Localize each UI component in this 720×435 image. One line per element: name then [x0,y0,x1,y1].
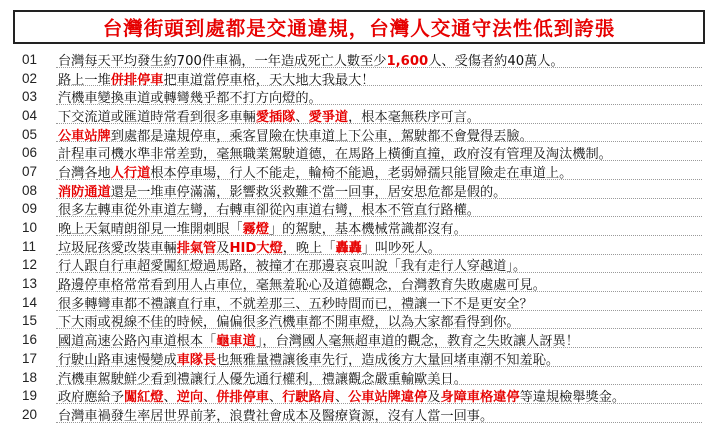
text-segment: 台灣每天平均發生約700件車禍，一年造成死亡人數至少 [58,53,387,69]
item-number: 17 [22,350,38,366]
item-number: 10 [22,220,38,236]
list-item [22,162,702,181]
text-segment: 把車道當停車格，天大地大我最大！ [163,72,375,88]
item-text [58,255,526,274]
text-segment: ，根本毫無秩序可言。 [348,109,480,125]
item-text [58,106,480,125]
highlighted-term: 行駛路肩 [282,390,335,406]
text-segment: 等違規檢舉獎金。 [519,390,626,406]
item-number: 14 [22,294,38,310]
text-segment: 路邊停車格常常看到用人占車位，毫無羞恥心及道德觀念，台灣教育失敗處處可見。 [58,278,546,294]
item-number: 07 [22,163,38,179]
list-item [22,405,702,424]
highlighted-term: 愛插隊 [255,109,296,125]
item-number: 11 [22,238,37,254]
list-item [22,125,702,144]
text-segment: 路上一堆 [58,72,111,88]
item-number: 05 [22,126,38,142]
text-segment: 台灣車禍發生率居世界前茅，浪費社會成本及醫療資源，沒有人當一回事。 [58,408,494,424]
highlighted-term: 1,600 [386,53,429,69]
highlighted-term: 併排停車 [110,72,164,88]
item-number: 09 [22,201,38,217]
text-segment: 垃圾屁孩愛改裝車輛 [58,240,177,256]
list-item [22,200,702,219]
list-item [22,237,702,256]
text-segment: 、 [295,109,309,125]
highlighted-term: 消防通道 [58,184,111,200]
list-item [22,312,702,331]
list-item [22,349,702,368]
text-segment: 汽機車駕駛鮮少看到禮讓行人優先通行權利，禮讓觀念嚴重輸歐美日。 [58,371,467,387]
item-text [58,386,625,405]
text-segment: 很多轉彎車都不禮讓直行車，不就差那三、五秒時間而已，禮讓一下不是更安全？ [58,296,533,312]
text-segment: 、 [203,390,217,406]
text-segment: 下交流道或匯道時常看到很多車輛 [58,109,256,125]
item-text [58,274,546,293]
highlighted-term: 龜車道 [216,334,256,350]
item-number: 01 [22,51,38,67]
list-item [22,293,702,312]
item-text [58,181,506,200]
text-segment: 」的駕駛，基本機械常識都沒有。 [269,222,467,238]
text-segment: 很多左轉車從外車道左彎，右轉車卻從內車道右彎，根本不管直行路權。 [58,203,480,219]
item-number: 18 [22,369,38,385]
highlighted-term: 車隊長 [176,352,217,368]
item-text [58,311,520,330]
highlighted-term: 公車站牌 [58,128,111,144]
list-item [22,256,702,275]
item-number: 03 [22,89,38,105]
item-text [58,69,375,88]
item-number: 06 [22,145,38,161]
text-segment: 行駛山路車速慢變成 [58,352,177,368]
highlighted-term: 排氣管 [176,240,217,256]
item-text [58,87,322,106]
item-number: 19 [22,388,38,404]
text-segment: 、 [163,390,177,406]
highlighted-term: HID大燈 [229,240,283,256]
highlighted-term: 身障車格違停 [440,390,520,406]
text-segment: 及 [216,240,230,256]
text-segment: 還是一堆車停滿滿，影響救災救難不當一回事，居安思危都是假的。 [110,184,507,200]
item-number: 13 [22,276,38,292]
violation-list [22,50,702,424]
text-segment: ，晚上「 [282,240,336,256]
item-number: 08 [22,182,38,198]
list-item [22,106,702,125]
list-item [22,386,702,405]
text-segment: 汽機車變換車道或轉彎幾乎都不打方向燈的。 [58,91,322,107]
item-text [58,237,441,256]
item-number: 16 [22,332,38,348]
item-text [58,368,467,387]
text-segment: 計程車司機水準非常差勁，毫無職業駕駛道德，在馬路上橫衝直撞，政府沒有管理及淘汰機制。 [58,147,612,163]
list-item [22,143,702,162]
highlighted-term: 人行道 [110,165,151,181]
text-segment: 國道高速公路內車道根本「 [58,334,217,350]
list-item [22,87,702,106]
item-number: 20 [22,406,38,422]
item-number: 12 [22,257,38,273]
text-segment: 到處都是違規停車，乘客冒險在快車道上下公車，駕駛都不會覺得丟臉。 [110,128,533,144]
item-text [58,125,533,144]
item-number: 04 [22,107,38,123]
text-segment: 、 [269,390,283,406]
list-item [22,181,702,200]
item-text [58,199,480,218]
text-segment: 及 [427,390,441,406]
list-item [22,218,702,237]
highlighted-term: 愛爭道 [308,109,349,125]
list-item [22,368,702,387]
highlighted-term: 公車站牌違停 [348,390,428,406]
text-segment: 也無雅量禮讓後車先行，造成後方大量回堵車潮不知羞恥。 [216,352,560,368]
list-item [22,50,702,69]
item-number: 15 [22,313,38,329]
item-text [58,293,533,312]
highlighted-term: 闖紅燈 [123,390,164,406]
text-segment: 台灣各地 [58,165,111,181]
text-segment: 」，台灣國人毫無超車道的觀念，教育之失敗讓人訝異！ [255,334,579,350]
text-segment: 政府應給予 [58,390,124,406]
item-text [58,218,467,237]
list-item [22,330,702,349]
item-text [58,162,572,181]
list-item [22,69,702,88]
highlighted-term: 併排停車 [216,390,269,406]
item-text [58,330,579,349]
item-number: 02 [22,70,38,86]
page-title: 台灣街頭到處都是交通違規，台灣人交通守法性低到誇張 [102,17,616,40]
item-text [58,50,564,69]
text-segment: 晚上天氣晴朗卻見一堆開刺眼「 [58,222,243,238]
text-segment: 根本停車場，行人不能走，輪椅不能過，老弱婦孺只能冒險走在車道上。 [150,165,573,181]
item-text [58,405,493,424]
list-item [22,274,702,293]
item-text [58,349,559,368]
text-segment: 」叫吵死人。 [361,240,441,256]
highlighted-term: 霧燈 [242,222,269,238]
text-segment: 、 [334,390,349,406]
highlighted-term: 逆向 [176,390,204,406]
item-text [58,143,612,162]
title-box [13,10,705,44]
text-segment: 人、受傷者約40萬人。 [428,53,564,69]
highlighted-term: 轟轟 [335,240,362,256]
text-segment: 下大雨或視線不佳的時候，偏偏很多汽機車都不開車燈，以為大家都看得到你。 [58,315,520,331]
text-segment: 行人跟自行車超愛闖紅燈過馬路，被撞才在那邊哀哀叫說「我有走行人穿越道」。 [58,259,527,275]
